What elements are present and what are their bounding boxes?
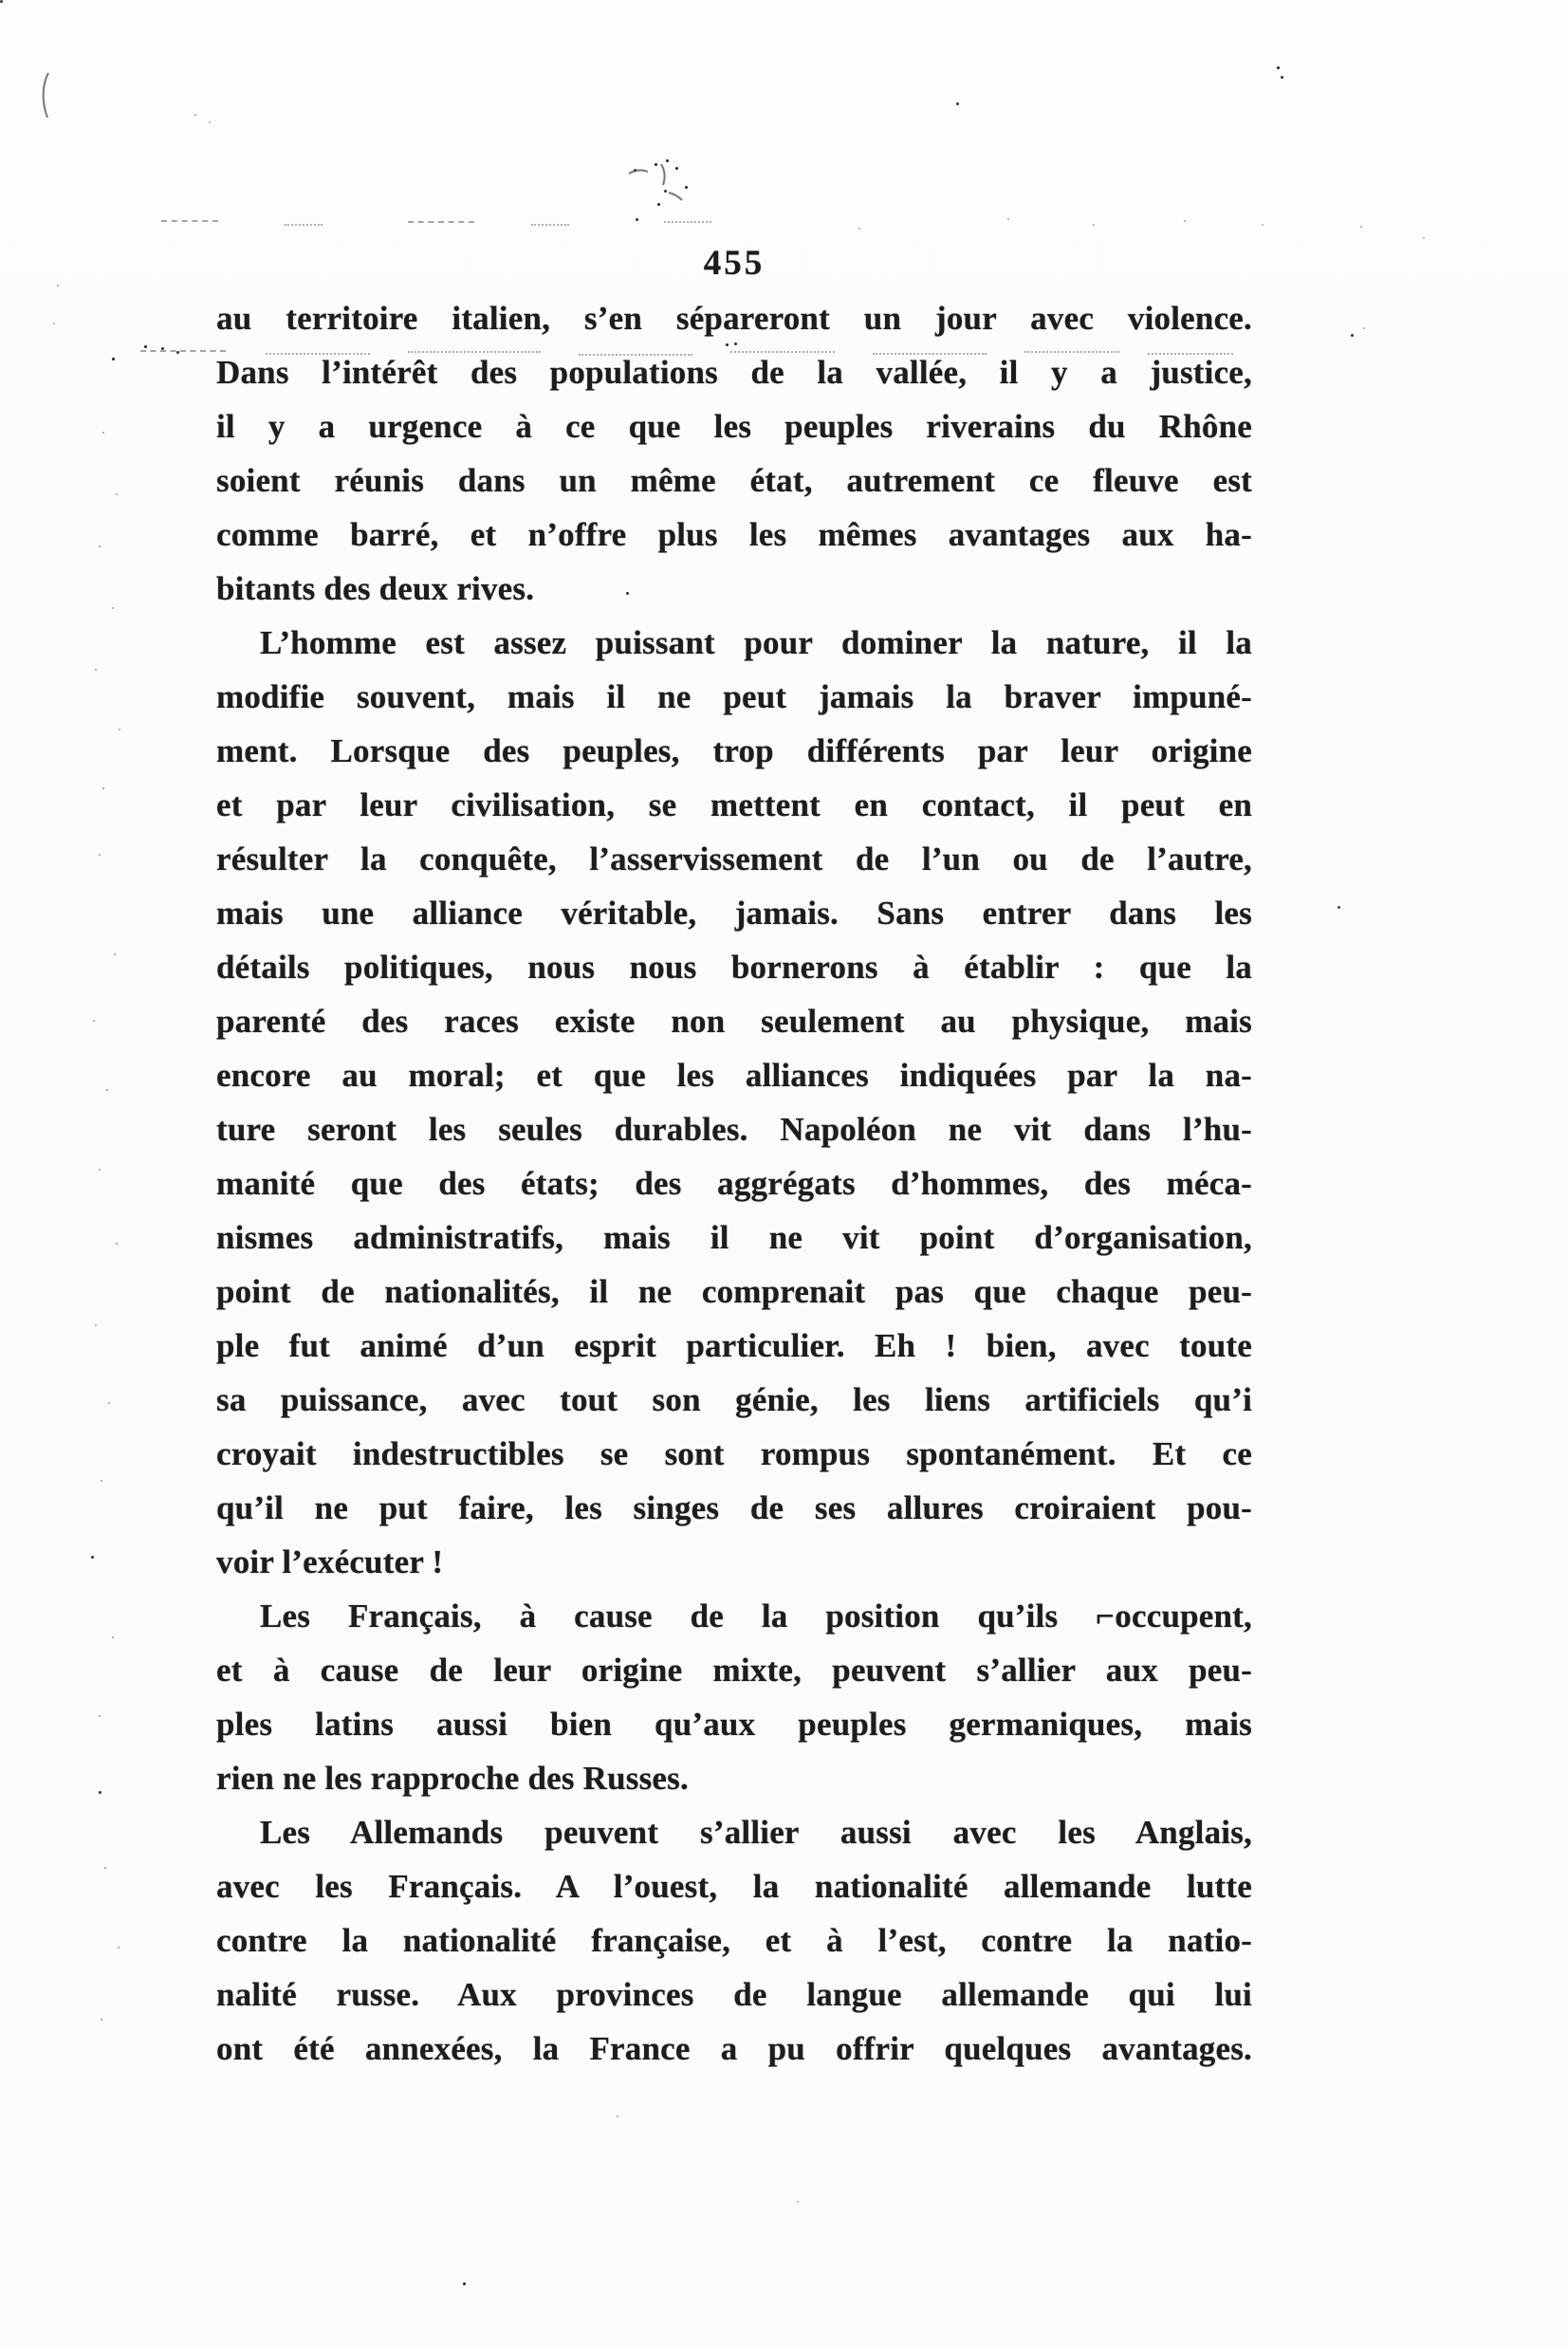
- center-scratch-mark: [621, 157, 697, 204]
- text-line: et à cause de leur origine mixte, peuvent s’allier aux peu-: [216, 1652, 1252, 1689]
- text-line: encore au moral; et que les alliances indiquées par la na-: [216, 1057, 1252, 1094]
- text-line: L’homme est assez puissant pour dominer la nature, il la: [260, 624, 1252, 661]
- text-line: ment. Lorsque des peuples, trop différents par leur origine: [216, 732, 1252, 769]
- text-line: Les Français, à cause de la position qu’ils ⌐occupent,: [260, 1598, 1252, 1635]
- text-line: modifie souvent, mais il ne peut jamais la braver impuné-: [216, 678, 1252, 715]
- text-line: voir l’exécuter !: [216, 1543, 444, 1580]
- text-line: nalité russe. Aux provinces de langue allemande qui lui: [216, 1976, 1252, 2013]
- text-line: Les Allemands peuvent s’allier aussi avec les Anglais,: [260, 1814, 1252, 1851]
- text-line: et par leur civilisation, se mettent en contact, il peut en: [216, 786, 1252, 823]
- text-line: contre la nationalité française, et à l’est, contre la natio-: [216, 1922, 1252, 1959]
- text-line: Dans l’intérêt des populations de la vallée, il y a justice,: [216, 354, 1252, 391]
- text-line: croyait indestructibles se sont rompus spontanément. Et ce: [216, 1435, 1252, 1472]
- text-line: soient réunis dans un même état, autrement ce fleuve est: [216, 462, 1252, 499]
- text-line: ture seront les seules durables. Napoléon ne vit dans l’hu-: [216, 1111, 1252, 1148]
- bleed-artifact-line: [664, 221, 711, 223]
- text-line: parenté des races existe non seulement au physique, mais: [216, 1003, 1252, 1040]
- margin-scratch-mark: [40, 72, 53, 120]
- text-line: ont été annexées, la France a pu offrir quelques avantages.: [216, 2030, 1252, 2067]
- bleed-artifact-line: [531, 224, 569, 226]
- text-line: comme barré, et n’offre plus les mêmes avantages aux ha-: [216, 516, 1252, 553]
- bleed-artifact-line: [140, 350, 226, 352]
- text-line: il y a urgence à ce que les peuples riverains du Rhône: [216, 408, 1252, 445]
- text-line: nismes administratifs, mais il ne vit point d’organisation,: [216, 1219, 1252, 1256]
- bleed-artifact-line: [161, 220, 218, 222]
- text-line: sa puissance, avec tout son génie, les liens artificiels qu’i: [216, 1381, 1252, 1418]
- scan-noise-light: [0, 0, 2, 2]
- text-block: [216, 291, 1252, 2076]
- page-number: 455: [703, 244, 766, 283]
- text-line: bitants des deux rives.: [216, 570, 535, 607]
- text-line: point de nationalités, il ne comprenait pas que chaque peu-: [216, 1273, 1252, 1310]
- text-line: ples latins aussi bien qu’aux peuples germaniques, mais: [216, 1706, 1252, 1743]
- text-line: résulter la conquête, l’asservissement de l’un ou de l’autre,: [216, 840, 1252, 877]
- text-line: avec les Français. A l’ouest, la nationalité allemande lutte: [216, 1868, 1252, 1905]
- text-line: mais une alliance véritable, jamais. Sans entrer dans les: [216, 895, 1252, 932]
- text-line: manité que des états; des aggrégats d’hommes, des méca-: [216, 1165, 1252, 1202]
- text-line: rien ne les rapproche des Russes.: [216, 1760, 689, 1797]
- text-line: ple fut animé d’un esprit particulier. Eh ! bien, avec toute: [216, 1327, 1252, 1364]
- text-line: qu’il ne put faire, les singes de ses allures croiraient pou-: [216, 1489, 1252, 1526]
- text-line: au territoire italien, s’en sépareront un jour avec violence.: [216, 300, 1252, 337]
- bleed-artifact-line: [408, 221, 474, 223]
- bleed-artifact-line: [285, 224, 323, 226]
- text-line: détails politiques, nous nous bornerons à établir : que la: [216, 949, 1252, 986]
